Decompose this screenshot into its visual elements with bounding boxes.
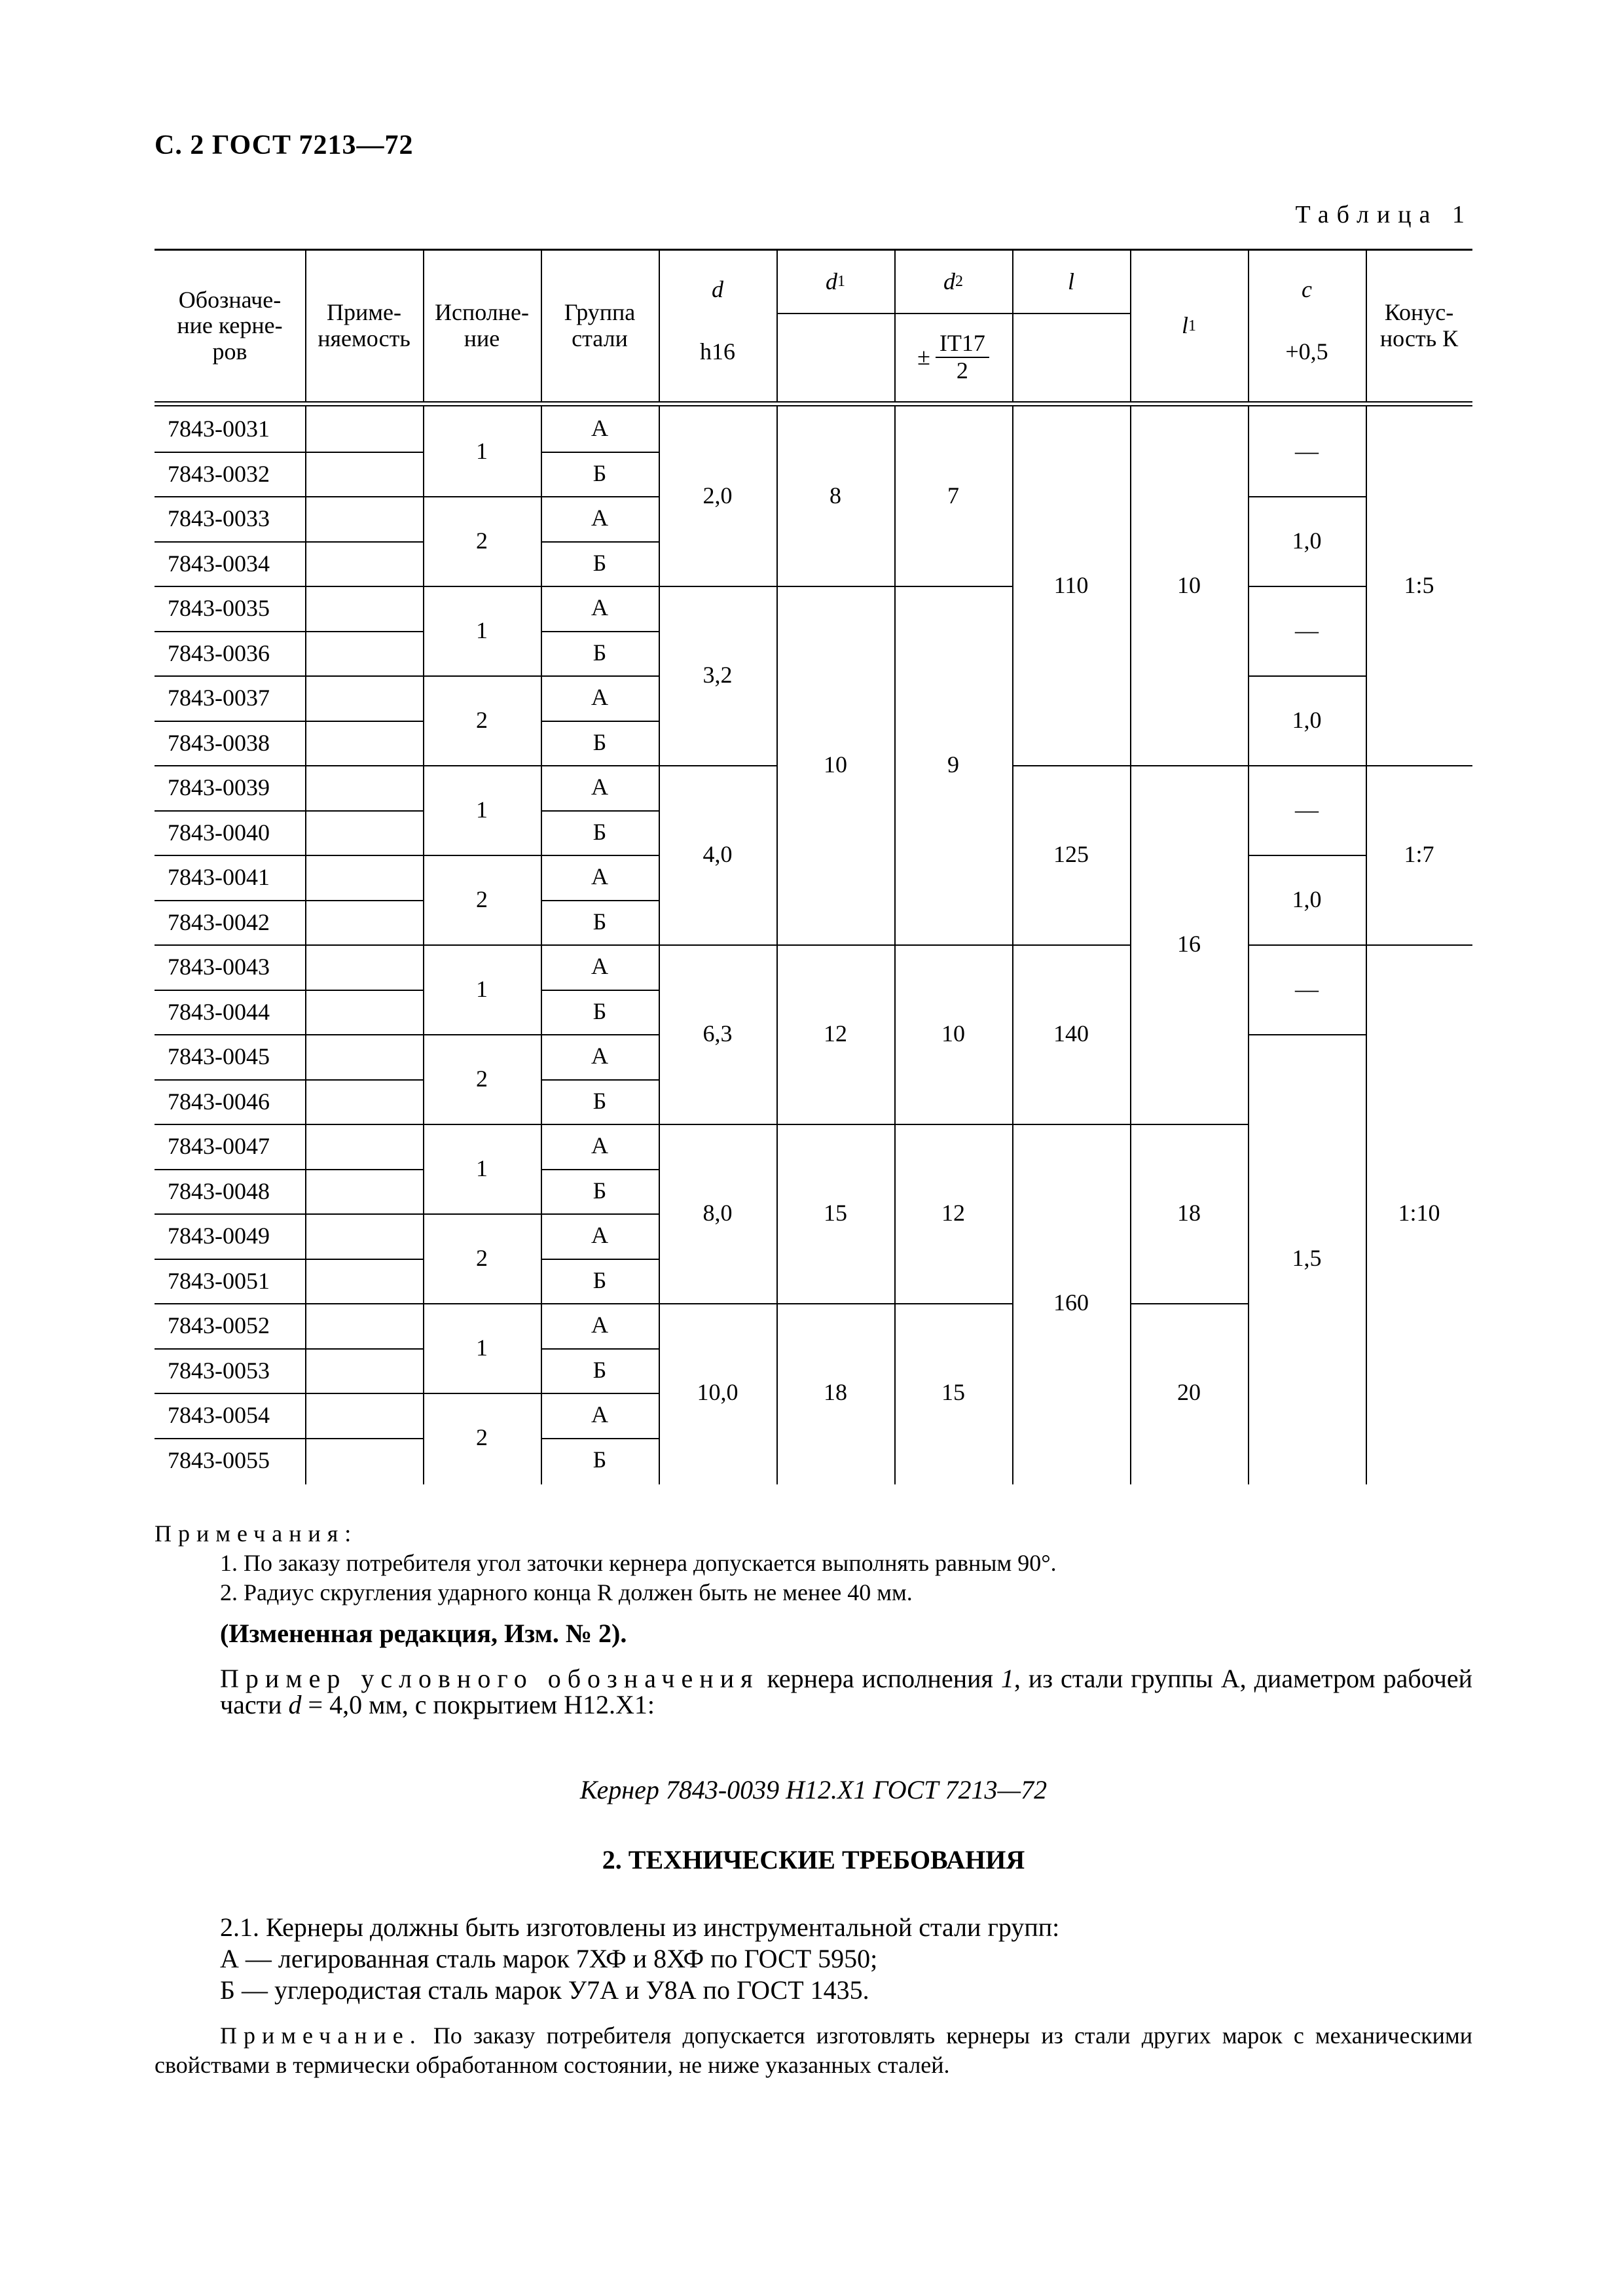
- header-c-tolerance: +0,5: [1285, 338, 1328, 365]
- steel-group-cell: Б: [593, 728, 607, 755]
- d1-cell: 10: [824, 751, 847, 778]
- page-header: С. 2 ГОСТ 7213—72: [155, 130, 414, 160]
- version-cell: 1: [476, 1334, 488, 1361]
- designation-cell: 7843-0046: [168, 1088, 270, 1115]
- designation-cell: 7843-0041: [168, 864, 270, 891]
- header-l: l: [1067, 268, 1074, 295]
- tolerance-fraction: [936, 331, 989, 384]
- example-text-2: , из стали группы А, диаметром рабочей части: [220, 1664, 1472, 1719]
- steel-group-cell: Б: [593, 1087, 607, 1114]
- version-cell: 1: [476, 617, 488, 643]
- d2-cell: 15: [941, 1379, 965, 1406]
- example-text-1: кернера исполнения: [759, 1664, 1001, 1693]
- steel-group-cell: А: [591, 953, 608, 980]
- designation-cell: 7843-0044: [168, 998, 270, 1025]
- taper-cell: 1:7: [1404, 841, 1434, 868]
- header-designation: Обозначе- ние керне- ров: [177, 286, 283, 365]
- l1-cell: 20: [1177, 1379, 1201, 1406]
- amendment-note: (Измененная редакция, Изм. № 2).: [220, 1619, 627, 1648]
- d1-cell: 15: [824, 1200, 847, 1227]
- steel-group-cell: Б: [593, 1177, 607, 1204]
- tolerance-denominator: 2: [956, 357, 968, 384]
- table-vline: [305, 251, 306, 401]
- version-cell: 1: [476, 1155, 488, 1181]
- header-d-tolerance: h16: [700, 338, 735, 365]
- header-d1: [776, 251, 894, 313]
- designation-cell: 7843-0032: [168, 460, 270, 487]
- version-cell: 1: [476, 796, 488, 823]
- designation-cell: 7843-0037: [168, 685, 270, 711]
- steel-group-cell: Б: [593, 549, 607, 576]
- steel-group-cell: Б: [593, 997, 607, 1024]
- table-vline: [659, 251, 660, 401]
- example-version: 1: [1000, 1664, 1014, 1693]
- header-d2-symbol: d: [943, 268, 955, 295]
- section-line-2: А — легированная сталь марок 7ХФ и 8ХФ по ГОСТ 5950;: [220, 1944, 878, 1973]
- note-item-2: 2. Радиус скругления ударного конца R должен быть не менее 40 мм.: [220, 1579, 913, 1605]
- c-cell: 1,0: [1292, 527, 1322, 554]
- example-line-1: [220, 1666, 1472, 1718]
- section-title: 2. ТЕХНИЧЕСКИЕ ТРЕБОВАНИЯ: [602, 1845, 1025, 1874]
- steel-group-cell: А: [591, 415, 608, 442]
- steel-group-cell: Б: [593, 459, 607, 486]
- c-cell: 1,0: [1292, 706, 1322, 733]
- section-line-1: 2.1. Кернеры должны быть изготовлены из инструментальной стали групп:: [220, 1912, 1060, 1942]
- l1-cell: 18: [1177, 1200, 1201, 1227]
- table-vline: [1366, 251, 1367, 401]
- steel-group-cell: А: [591, 774, 608, 800]
- c-cell: 1,5: [1292, 1244, 1322, 1271]
- example-lead: Пример условного обозначения: [220, 1664, 759, 1693]
- section-note: [155, 2021, 1472, 2080]
- designation-cell: 7843-0034: [168, 550, 270, 577]
- header-l1: [1130, 251, 1248, 401]
- steel-group-cell: А: [591, 1043, 608, 1069]
- steel-group-cell: Б: [593, 1266, 607, 1293]
- taper-cell: 1:10: [1398, 1200, 1440, 1227]
- steel-group-cell: А: [591, 1312, 608, 1338]
- table-vline: [1130, 251, 1131, 401]
- designation-cell: 7843-0040: [168, 819, 270, 846]
- header-c: c: [1302, 276, 1312, 303]
- d2-cell: 9: [947, 751, 959, 778]
- table-vline: [1012, 251, 1013, 401]
- l-cell: 160: [1053, 1289, 1089, 1316]
- designation-cell: 7843-0053: [168, 1357, 270, 1384]
- c-cell: —: [1295, 437, 1319, 464]
- version-cell: 2: [476, 1244, 488, 1271]
- designation-cell: 7843-0035: [168, 595, 270, 622]
- version-cell: 2: [476, 1065, 488, 1092]
- designation-cell: 7843-0033: [168, 505, 270, 532]
- designation-cell: 7843-0031: [168, 416, 270, 442]
- version-cell: 2: [476, 886, 488, 912]
- steel-group-cell: А: [591, 1132, 608, 1159]
- l1-cell: 10: [1177, 572, 1201, 599]
- d-cell: 2,0: [702, 482, 733, 509]
- l-cell: 110: [1053, 572, 1089, 599]
- header-divider: [155, 401, 1472, 406]
- header-version: Исполне- ние: [435, 299, 529, 351]
- version-cell: 2: [476, 706, 488, 733]
- steel-group-cell: А: [591, 594, 608, 621]
- table-hline: [776, 313, 1130, 314]
- designation-cell: 7843-0051: [168, 1267, 270, 1294]
- designation-cell: 7843-0038: [168, 729, 270, 756]
- header-l1-symbol: l: [1181, 312, 1188, 339]
- designation-cell: 7843-0054: [168, 1402, 270, 1429]
- section-line-3: Б — углеродистая сталь марок У7А и У8А по ГОСТ 1435.: [220, 1975, 869, 2005]
- d-cell: 3,2: [702, 662, 733, 689]
- steel-group-cell: А: [591, 684, 608, 711]
- l-cell: 125: [1053, 841, 1089, 868]
- designation-cell: 7843-0055: [168, 1446, 270, 1473]
- steel-group-cell: А: [591, 863, 608, 890]
- example-var: d: [288, 1690, 302, 1719]
- notes-title-text: Примечания:: [155, 1520, 358, 1547]
- section-note-text: По заказу потребителя допускается изготовлять кернеры из стали других марок с механическими свойствами в термически обработанном состоянии, не ниже указанных сталей.: [155, 2022, 1472, 2078]
- designation-cell: 7843-0047: [168, 1133, 270, 1160]
- example-text-3: = 4,0 мм, с покрытием Н12.Х1:: [301, 1690, 655, 1719]
- designation-cell: 7843-0036: [168, 639, 270, 666]
- table-vline: [894, 251, 896, 401]
- steel-group-cell: Б: [593, 818, 607, 845]
- table-vline: [1248, 251, 1249, 401]
- d-cell: 10,0: [697, 1379, 739, 1406]
- designation-cell: 7843-0039: [168, 774, 270, 801]
- designation-cell: 7843-0043: [168, 954, 270, 980]
- tolerance-numerator: IT17: [936, 331, 989, 358]
- c-cell: —: [1295, 617, 1319, 643]
- steel-group-cell: Б: [593, 1356, 607, 1383]
- designation-cell: 7843-0045: [168, 1043, 270, 1070]
- example-designation: Кернер 7843-0039 Н12.Х1 ГОСТ 7213—72: [579, 1775, 1048, 1804]
- version-cell: 1: [476, 975, 488, 1002]
- version-cell: 1: [476, 437, 488, 464]
- d1-cell: 18: [824, 1379, 847, 1406]
- notes-title: [155, 1522, 1472, 1545]
- designation-cell: 7843-0049: [168, 1223, 270, 1249]
- d-cell: 4,0: [702, 841, 733, 868]
- steel-group-cell: А: [591, 1222, 608, 1249]
- l-cell: 140: [1053, 1020, 1089, 1047]
- steel-group-cell: Б: [593, 1446, 607, 1473]
- header-l1-subscript: 1: [1188, 317, 1196, 334]
- d2-cell: 12: [941, 1200, 965, 1227]
- tolerance-plus-minus: ±: [917, 343, 930, 370]
- version-cell: 2: [476, 1424, 488, 1450]
- header-d2-subscript: 2: [955, 273, 963, 291]
- header-steel-group: Группа стали: [564, 299, 636, 351]
- section-note-lead: Примечание.: [220, 2022, 422, 2049]
- header-d-tolerance-it17: [776, 313, 1130, 401]
- l1-cell: 16: [1177, 931, 1201, 958]
- d-cell: 8,0: [702, 1200, 733, 1227]
- designation-cell: 7843-0048: [168, 1177, 270, 1204]
- steel-group-cell: А: [591, 1401, 608, 1428]
- d1-cell: 8: [830, 482, 841, 509]
- d-cell: 6,3: [702, 1020, 733, 1047]
- c-cell: —: [1295, 975, 1319, 1002]
- header-applicability: Приме- няемость: [318, 299, 410, 351]
- taper-cell: 1:5: [1404, 572, 1434, 599]
- table-vline: [423, 251, 424, 401]
- table-caption: Таблица 1: [1295, 201, 1472, 228]
- note-item-1: 1. По заказу потребителя угол заточки кернера допускается выполнять равным 90°.: [220, 1550, 1057, 1576]
- c-cell: —: [1295, 796, 1319, 823]
- steel-group-cell: Б: [593, 908, 607, 935]
- header-d1-subscript: 1: [837, 273, 845, 291]
- kerner-table: [155, 249, 1472, 1484]
- header-taper: Конус- ность К: [1379, 299, 1459, 351]
- designation-cell: 7843-0052: [168, 1312, 270, 1339]
- d1-cell: 12: [824, 1020, 847, 1047]
- c-cell: 1,0: [1292, 886, 1322, 912]
- table-vline: [541, 251, 542, 401]
- steel-group-cell: А: [591, 505, 608, 531]
- d2-cell: 7: [947, 482, 959, 509]
- header-d1-symbol: d: [826, 268, 837, 295]
- header-d2: [894, 251, 1012, 313]
- designation-cell: 7843-0042: [168, 908, 270, 935]
- table-vline: [776, 251, 778, 401]
- d2-cell: 10: [941, 1020, 965, 1047]
- header-d: d: [712, 276, 723, 303]
- version-cell: 2: [476, 527, 488, 554]
- steel-group-cell: Б: [593, 639, 607, 666]
